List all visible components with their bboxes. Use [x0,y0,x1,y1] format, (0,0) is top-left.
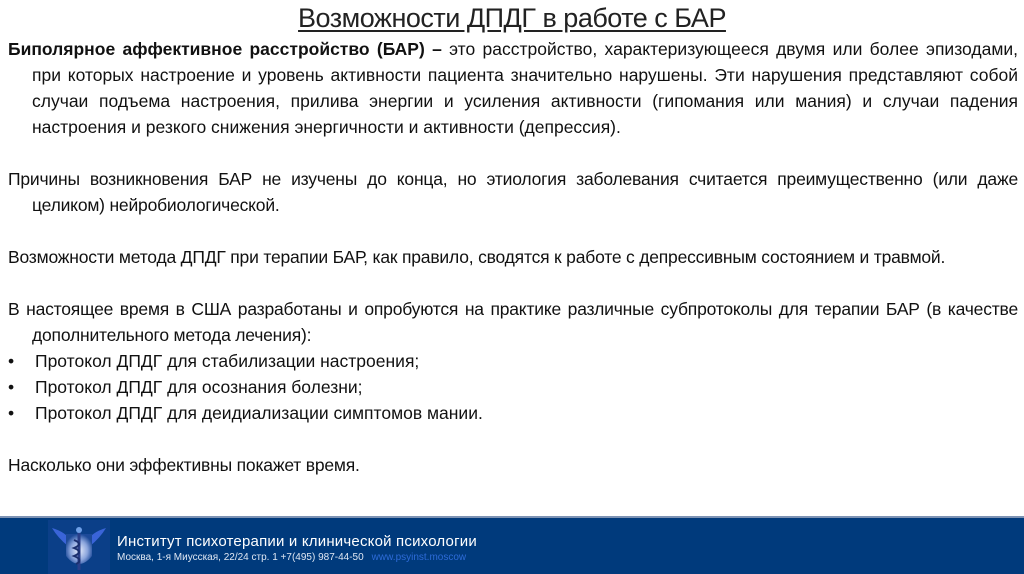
bullet-icon: • [8,351,15,371]
list-item [8,374,1018,400]
bullet-icon: • [8,403,15,423]
institute-address [117,552,466,563]
slide-title-text: Возможности ДПДГ в работе с БАР [298,3,726,33]
paragraph-definition [8,36,1018,140]
address-text: Москва, 1-я Миусская, 22/24 стр. 1 +7(495) 987-44-50 [117,552,364,563]
list-item-text: Протокол ДПДГ для стабилизации настроения; [35,351,420,371]
list-item-text: Протокол ДПДГ для деидиализации симптомов мании. [35,403,483,423]
slide-body [8,36,1018,478]
institute-name: Институт психотерапии и клинической психологии [117,533,477,550]
caduceus-logo-icon [48,520,110,574]
protocol-list [8,348,1018,426]
paragraph-conclusion: Насколько они эффективны покажет время. [8,455,360,475]
definition-text: это расстройство, характеризующееся двумя или более эпизодами, при которых настроение и уровень активности пациента значительно нарушены. Эти нарушения представляют собой случаи подъема настроения, прилива энергии и усиления активности (гипомания или мания) и случаи падения настроения и резкого снижения энергичности и активности (депрессия). [32,39,1018,137]
term-bold: Биполярное аффективное расстройство (БАР) – [8,39,442,59]
footer-banner [0,516,1024,574]
paragraph-subprotocols: В настоящее время в США разработаны и опробуются на практике различные субпротоколы для терапии БАР (в качестве дополнительного метода лечения): [8,299,1018,345]
paragraph-causes: Причины возникновения БАР не изучены до конца, но этиология заболевания считается преимущественно (или даже целиком) нейробиологической. [8,169,1018,215]
slide-title [0,2,1024,34]
list-item-text: Протокол ДПДГ для осознания болезни; [35,377,363,397]
list-item [8,400,1018,426]
paragraph-method: Возможности метода ДПДГ при терапии БАР, как правило, сводятся к работе с депрессивным состоянием и травмой. [8,247,946,267]
bullet-icon: • [8,377,15,397]
list-item [8,348,1018,374]
website-link[interactable]: www.psyinst.moscow [371,552,467,563]
